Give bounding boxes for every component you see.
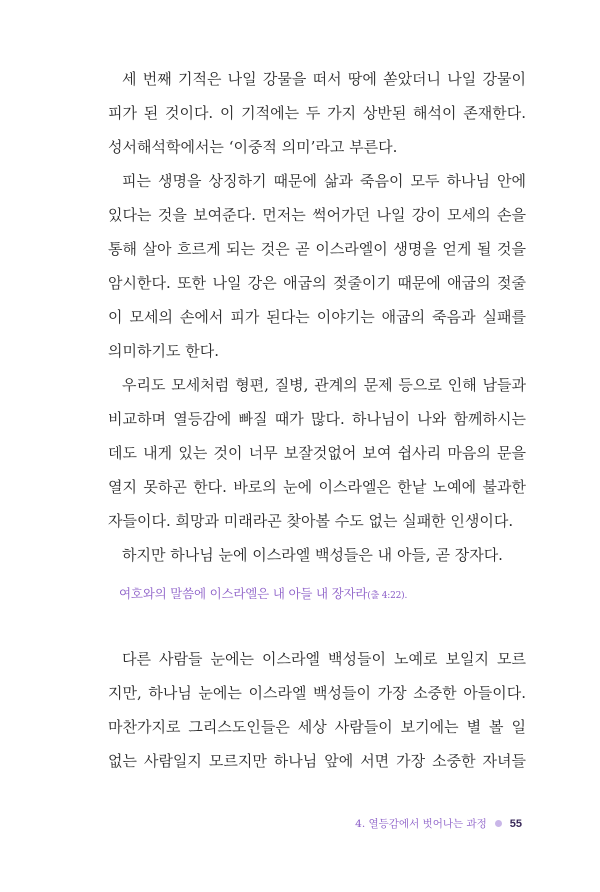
text-line: 없는 사람일지 모르지만 하나님 앞에 서면 가장 소중한 자녀들	[108, 752, 526, 770]
text-line: 마찬가지로 그리스도인들은 세상 사람들이 보기에는 별 볼 일	[108, 718, 526, 736]
page-number: 55	[509, 817, 522, 830]
quote-reference: (출 4:22).	[367, 591, 408, 601]
text-line: 암시한다. 또한 나일 강은 애굽의 젖줄이기 때문에 애굽의 젖줄	[108, 274, 526, 292]
text-line: 세 번째 기적은 나일 강물을 떠서 땅에 쏟았더니 나일 강물이	[122, 70, 526, 88]
text-line: 피가 된 것이다. 이 기적에는 두 가지 상반된 해석이 존재한다.	[108, 104, 526, 122]
text-line: 데도 내게 있는 것이 너무 보잘것없어 보여 쉽사리 마음의 문을	[108, 444, 526, 462]
text-line: 하지만 하나님 눈에 이스라엘 백성들은 내 아들, 곧 장자다.	[122, 546, 503, 564]
scripture-quote	[119, 584, 407, 602]
text-line: 통해 살아 흐르게 되는 것은 곧 이스라엘이 생명을 얻게 될 것을	[108, 240, 526, 258]
text-line: 우리도 모세처럼 형편, 질병, 관계의 문제 등으로 인해 남들과	[122, 376, 526, 394]
text-line: 피는 생명을 상징하기 때문에 삶과 죽음이 모두 하나님 안에	[122, 172, 526, 190]
text-line: 지만, 하나님 눈에는 이스라엘 백성들이 가장 소중한 아들이다.	[108, 684, 526, 702]
text-line: 비교하며 열등감에 빠질 때가 많다. 하나님이 나와 함께하시는	[108, 410, 526, 428]
text-line: 성서해석학에서는 ‘이중적 의미’라고 부른다.	[108, 138, 398, 156]
text-line: 자들이다. 희망과 미래라곤 찾아볼 수도 없는 실패한 인생이다.	[108, 512, 514, 530]
text-line: 열지 못하곤 한다. 바로의 눈에 이스라엘은 한낱 노예에 불과한	[108, 478, 526, 496]
quote-text: 여호와의 말씀에 이스라엘은 내 아들 내 장자라	[119, 586, 368, 601]
bullet-dot-icon	[495, 820, 502, 827]
text-line: 의미하기도 한다.	[108, 342, 219, 360]
body-text-lower	[108, 642, 526, 778]
chapter-title: 4. 열등감에서 벗어나는 과정	[355, 818, 487, 830]
text-line: 이 모세의 손에서 피가 된다는 이야기는 애굽의 죽음과 실패를	[108, 308, 526, 326]
text-line: 다른 사람들 눈에는 이스라엘 백성들이 노예로 보일지 모르	[122, 650, 526, 668]
body-text-upper	[108, 62, 526, 572]
page-footer	[355, 816, 522, 831]
text-line: 있다는 것을 보여준다. 먼저는 썩어가던 나일 강이 모세의 손을	[108, 206, 526, 224]
